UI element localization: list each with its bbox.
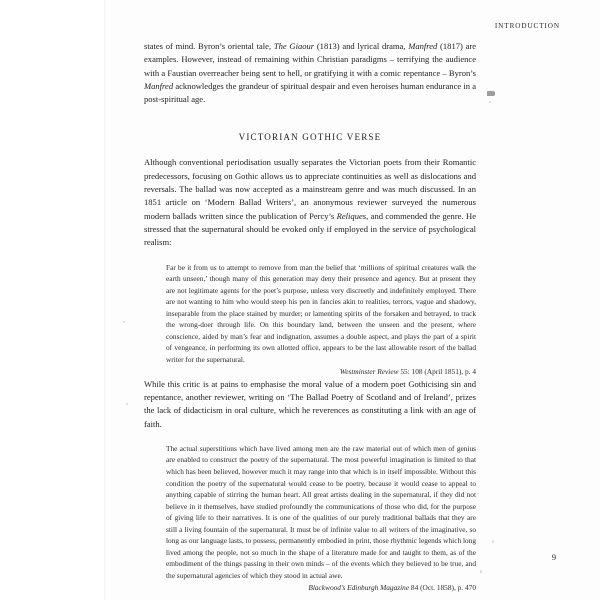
title-manfred-first: Manfred — [408, 41, 438, 51]
citation-westminster — [144, 366, 476, 377]
citation-westminster-source: Westminster Review — [339, 367, 399, 377]
blockquote-westminster-text: Far be it from us to attempt to remove from man the belief that ‘millions of spiritual creatures walk the earth unseen,’ though many of this generation may deny their presence and agency. But at present they are not legitimate agents for the poet’s purpose, unless very discreetly and indefinitely employed. There are not wanting to him who would steep his pen in fancies akin to realities, terrors, vague and shadowy, inseparable from the place stained by murder; or lamenting spirits of the forsaken and betrayed, to track the wrong-doer through life. On this boundary land, between the unseen and the present, where conscience, aided by man’s fear and indignation, assumes a double aspect, and plays the part of a spirit of vengeance, in performing its own allotted office, appears to be the last allowable resort of the ballad writer for the supernatural. — [166, 262, 476, 364]
running-header: INTRODUCTION — [494, 22, 560, 30]
citation-blackwoods — [144, 582, 476, 593]
blockquote-blackwoods — [144, 443, 476, 582]
section-heading: VICTORIAN GOTHIC VERSE — [238, 132, 382, 143]
paragraph-opening — [144, 40, 476, 106]
title-manfred-second: Manfred — [144, 80, 174, 91]
citation-westminster-detail: 55: 108 (April 1851), p. 4 — [398, 367, 476, 377]
opening-text-part4: acknowledges the grandeur of spiritual despair and even heroises human endurance in a post-spiritual age. — [144, 80, 476, 105]
victorian-intro-part1: Although conventional periodisation usually separates the Victorian poets from their Romantic predecessors, focusing on Gothic allows us to appreciate continuities as well as dislocations and reversals. The ballad was now accepted as a mainstream genre and was much discussed. In an 1851 article on ‘Modern Ballad Writers’, an anonymous reviewer surveyed the numerous modern ballads written since the publication of Percy’s — [144, 157, 476, 221]
blockquote-blackwoods-text: The actual superstitions which have lived among men are the raw material out of which men of genius are enabled to construct the poetry of the supernatural. The most powerful imagination is limited to that which has been believed, however much it may range into that which is in itself impossible. Without this condition the poetry of the supernatural would cease to be poetry, because it would cease to appeal to anything capable of stirring the human heart. All great artists dealing in the supernatural, if they did not believe in it themselves, have studied profoundly the communications of those who did, for the purpose of giving life to their narratives. It is one of the qualities of our purely traditional ballads that they are still a living fountain of the supernatural. It must be of infinite value to all writers of the imaginative, so long as our language lasts, to possess, permanently embodied in print, those rhythmic legends which long lived among the people, not so much in the shape of a literature made for and taught to them, as of the embodiment of the things passing in their own minds – of the events which they believed to be true, and the supernatural agencies of which they stood in actual awe. — [166, 443, 477, 580]
citation-blackwoods-source: Blackwood’s Edinburgh Magazine — [308, 583, 410, 593]
opening-text-part1: states of mind. Byron’s oriental tale, — [144, 41, 274, 51]
victorian-intro-part2: , and commended the genre. He stressed that the supernatural should be evoked only if employed in the service of psychological realism: — [144, 210, 476, 248]
paragraph-victorian-intro — [144, 156, 476, 249]
opening-text-part3: (1817) are examples. However, instead of remaining within Christian paradigms – terrifying the audience with a Faustian overreacher being sent to hell, or gratifying it with a comic repentance – Byron’s — [144, 41, 477, 78]
paragraph-between-quotes: While this critic is at pains to emphasise the moral value of a modern poet Gothicising sin and repentance, another reviewer, writing on ‘The Ballad Poetry of Scotland and of Ireland’, prizes the lack of didacticism in oral culture, which he reverences as constituting a link with an age of faith. — [144, 378, 476, 429]
citation-blackwoods-detail: 84 (Oct. 1858), p. 470 — [409, 583, 476, 593]
page-number: 9 — [551, 553, 556, 562]
opening-text-part2: (1813) and lyrical drama, — [314, 41, 409, 51]
title-the-giaour: The Giaour — [273, 41, 315, 51]
blockquote-westminster — [144, 262, 476, 366]
title-reliques: Reliques — [336, 210, 367, 221]
text-column — [144, 40, 476, 594]
